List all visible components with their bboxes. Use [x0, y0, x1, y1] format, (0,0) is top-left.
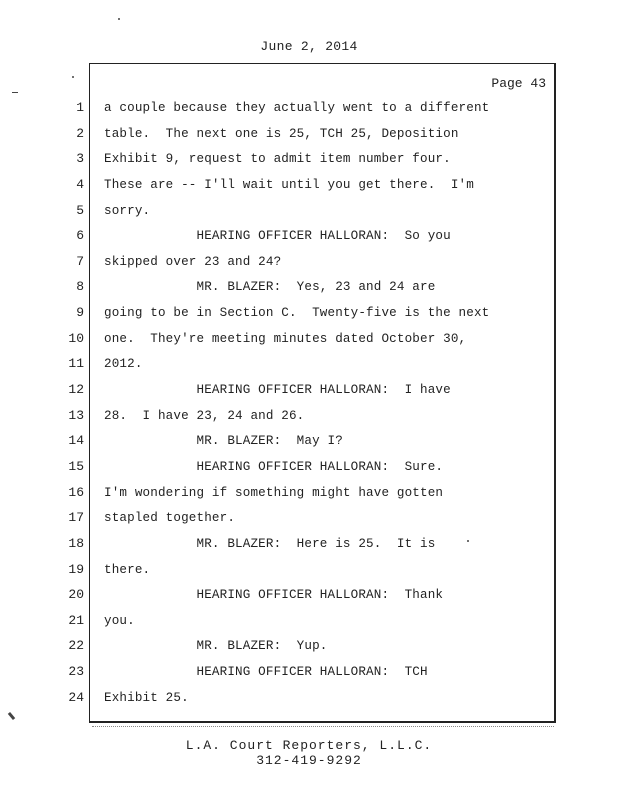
frame-divider: [92, 726, 554, 728]
page-date: June 2, 2014: [260, 39, 358, 54]
transcript-line: sorry.: [104, 203, 151, 218]
line-number: 16: [68, 484, 84, 500]
transcript-line: going to be in Section C. Twenty-five is the next: [104, 306, 490, 321]
transcript-line: a couple because they actually went to a different: [104, 101, 490, 115]
line-number: 3: [76, 151, 84, 167]
page-number: Page 43: [491, 76, 546, 91]
line-number: 18: [68, 535, 84, 551]
transcript-line: MR. BLAZER: Here is 25. It is: [104, 536, 436, 551]
line-number: 21: [68, 612, 84, 628]
transcript-line: MR. BLAZER: Yes, 23 and 24 are: [104, 280, 436, 295]
transcript-line: HEARING OFFICER HALLORAN: So you: [104, 229, 451, 244]
transcript-text: [104, 99, 549, 714]
line-number: 11: [68, 356, 84, 372]
line-number: 23: [68, 664, 84, 680]
scan-speck: [12, 92, 18, 93]
line-number: 8: [76, 279, 84, 295]
transcript-line: 28. I have 23, 24 and 26.: [104, 408, 305, 423]
transcript-line: These are -- I'll wait until you get there. I'm: [104, 177, 474, 192]
line-number: 14: [68, 433, 84, 449]
transcript-line: HEARING OFFICER HALLORAN: Sure.: [104, 459, 444, 474]
transcript-line: HEARING OFFICER HALLORAN: Thank: [104, 588, 444, 603]
line-number: 13: [68, 407, 84, 423]
transcript-line: I'm wondering if something might have gotten: [104, 485, 444, 500]
line-number: 24: [68, 689, 84, 705]
line-number: 15: [68, 458, 84, 474]
scan-speck: [467, 540, 469, 542]
line-number-column: [60, 99, 84, 714]
footer-company: L.A. Court Reporters, L.L.C.: [185, 738, 433, 753]
line-number: 2: [76, 125, 84, 141]
line-number: 4: [76, 176, 84, 192]
line-number: 17: [68, 510, 84, 526]
line-number: 22: [68, 638, 84, 654]
line-number: 7: [76, 253, 84, 269]
line-number: 12: [68, 382, 84, 398]
transcript-line: MR. BLAZER: Yup.: [104, 639, 328, 654]
transcript-line: Exhibit 25.: [104, 690, 189, 705]
line-number: 19: [68, 561, 84, 577]
transcript-line: MR. BLAZER: May I?: [104, 434, 343, 449]
scan-speck: [118, 18, 120, 20]
line-number: 5: [76, 202, 84, 218]
line-number: 10: [68, 330, 84, 346]
transcript-line: stapled together.: [104, 511, 236, 526]
line-number: 9: [76, 305, 84, 321]
transcript-line: you.: [104, 613, 135, 628]
line-number: 20: [68, 587, 84, 603]
transcript-line: HEARING OFFICER HALLORAN: TCH: [104, 665, 428, 680]
transcript-line: one. They're meeting minutes dated October 30,: [104, 331, 467, 346]
line-number: 6: [76, 228, 84, 244]
line-number: 1: [76, 100, 84, 115]
scan-speck: [72, 76, 74, 78]
transcript-line: table. The next one is 25, TCH 25, Deposition: [104, 126, 459, 141]
transcript-line: 2012.: [104, 357, 143, 372]
footer-phone: 312-419-9292: [256, 753, 362, 768]
scan-speck: [8, 712, 15, 720]
transcript-line: Exhibit 9, request to admit item number four.: [104, 152, 451, 167]
transcript-line: there.: [104, 562, 151, 577]
transcript-line: HEARING OFFICER HALLORAN: I have: [104, 383, 451, 398]
transcript-line: skipped over 23 and 24?: [104, 254, 282, 269]
